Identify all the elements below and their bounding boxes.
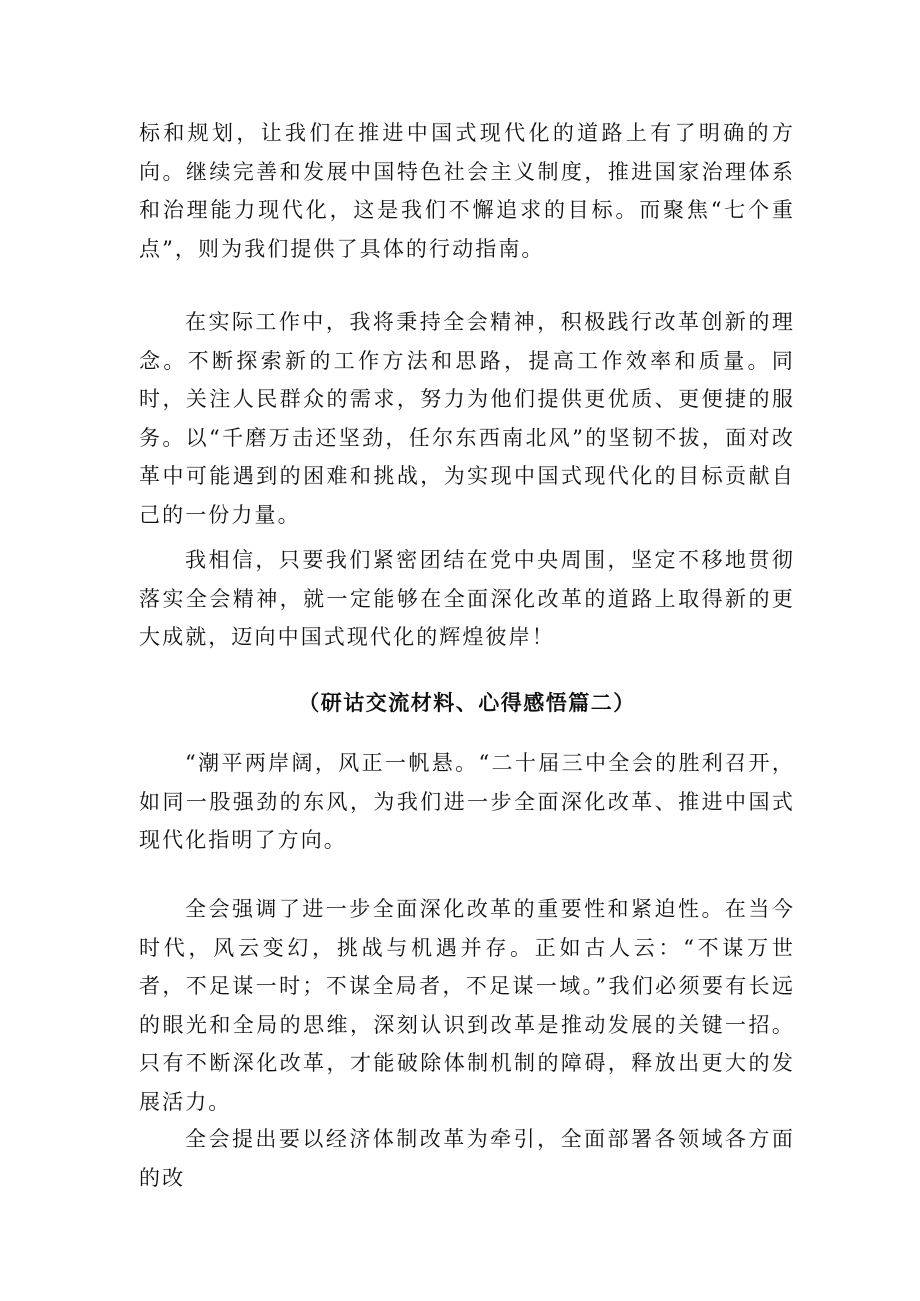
paragraph-continuation: 标和规划，让我们在推进中国式现代化的道路上有了明确的方向。继续完善和发展中国特色社会主义制度，推进国家治理体系和治理能力现代化，这是我们不懈追求的目标。而聚焦“七个重点”，则为我们提供了具体的行动指南。 — [139, 121, 795, 261]
paragraph-economic-reform: 全会提出要以经济体制改革为牵引，全面部署各领域各方面的改 — [139, 1127, 795, 1190]
paragraph-opening-quote: “潮平两岸阔，风正一帆悬。“二十届三中全会的胜利召开，如同一股强劲的东风，为我们进一步全面深化改革、推进中国式现代化指明了方向。 — [139, 751, 795, 852]
paragraph-practice: 在实际工作中，我将秉持全会精神，积极践行改革创新的理念。不断探索新的工作方法和思路，提高工作效率和质量。同时，关注人民群众的需求，努力为他们提供更优质、更便捷的服务。以“千磨万击还坚劲，任尔东西南北风”的坚韧不拔，面对改革中可能遇到的困难和挑战，为实现中国式现代化的目标贡献自己的一份力量。 — [139, 310, 795, 527]
section-heading: （研诂交流材料、心得感悟篇二） — [298, 691, 636, 715]
paragraph-belief: 我相信，只要我们紧密团结在党中央周围，坚定不移地贯彻落实全会精神，就一定能够在全面深化改革的道路上取得新的更大成就，迈向中国式现代化的辉煌彼岸！ — [139, 548, 795, 649]
paragraph-reform-importance: 全会强调了进一步全面深化改革的重要性和紧迫性。在当今时代，风云变幻，挑战与机遇并存。正如古人云：“不谋万世者，不足谋一时；不谋全局者，不足谋一域。”我们必须要有长远的眼光和全局的思维，深刻认识到改革是推动发展的关键一招。只有不断深化改革，才能破除体制机制的障碍，释放出更大的发展活力。 — [139, 897, 795, 1114]
